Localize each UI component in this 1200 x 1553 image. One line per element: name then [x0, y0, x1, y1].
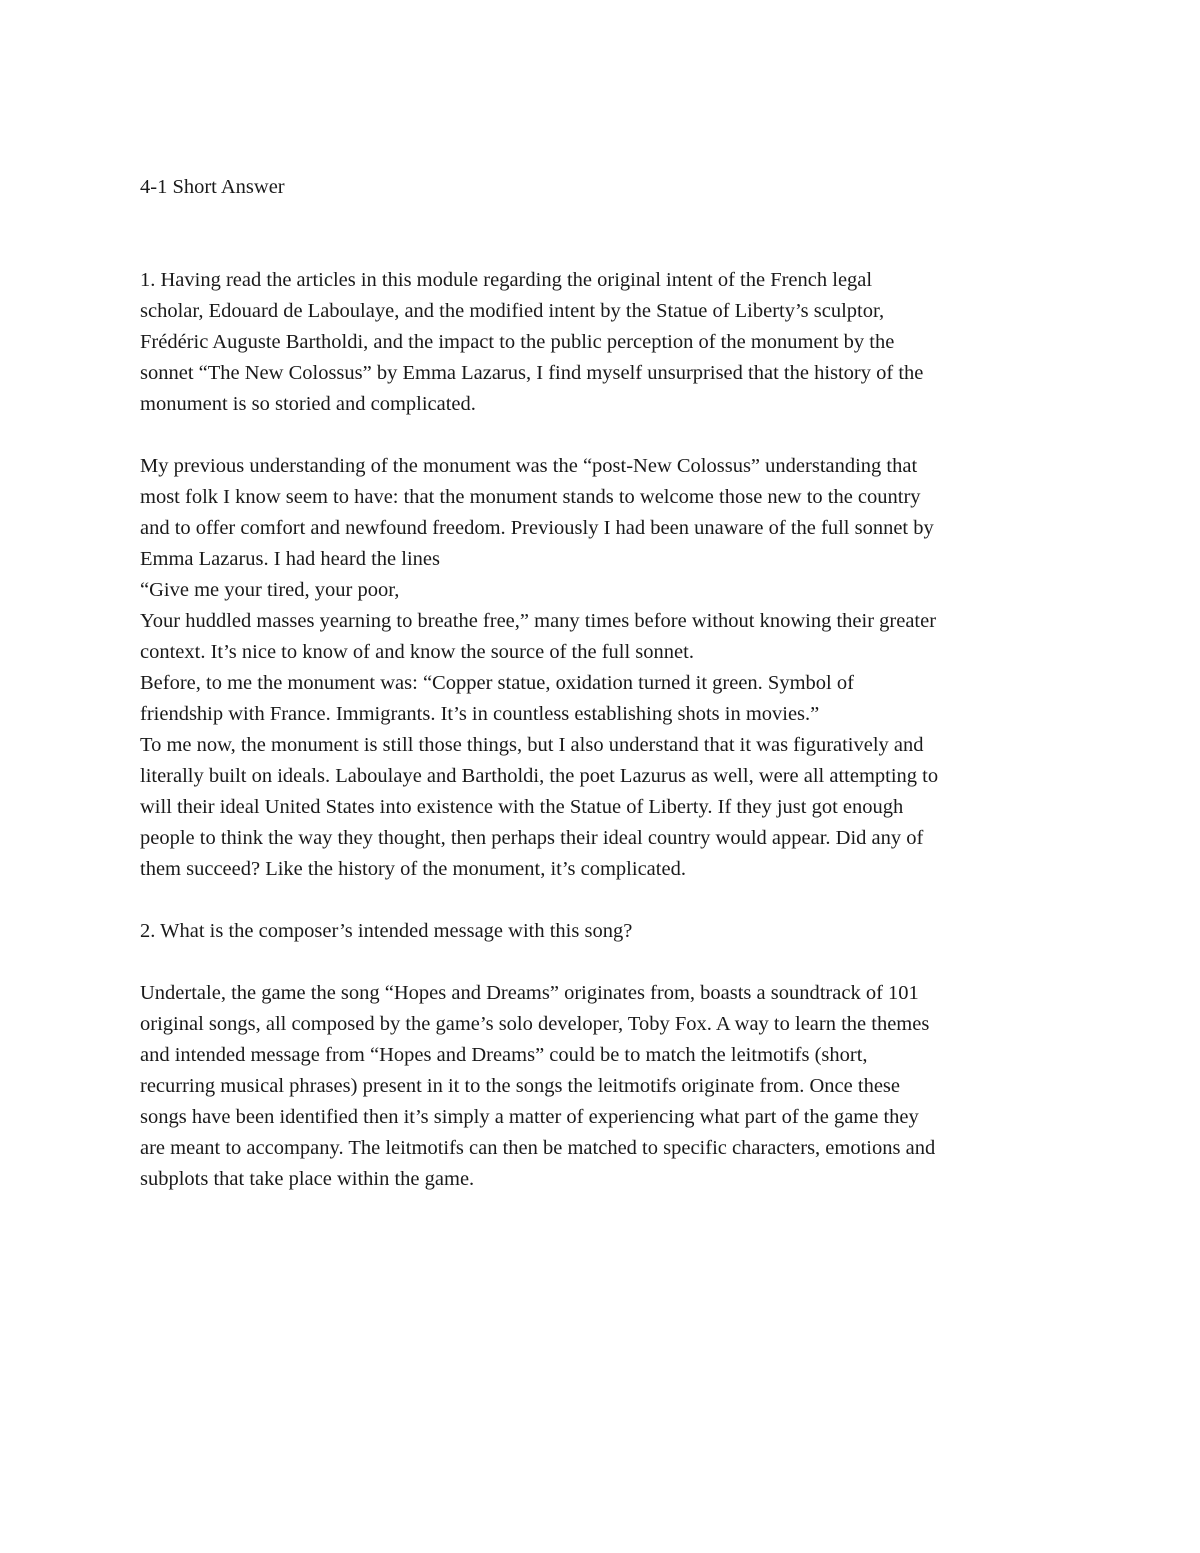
- text-line: literally built on ideals. Laboulaye and Bartholdi, the poet Lazurus as well, were all attempting to: [140, 765, 939, 787]
- text-line: Emma Lazarus. I had heard the lines: [140, 548, 440, 570]
- question-1-paragraph: [140, 265, 1070, 420]
- text-line: most folk I know seem to have: that the monument stands to welcome those new to the country: [140, 486, 921, 508]
- text-line: are meant to accompany. The leitmotifs can then be matched to specific characters, emotions and: [140, 1137, 936, 1159]
- text-line: and intended message from “Hopes and Dreams” could be to match the leitmotifs (short,: [140, 1044, 868, 1066]
- text-line: songs have been identified then it’s simply a matter of experiencing what part of the game they: [140, 1106, 919, 1128]
- text-line: Your huddled masses yearning to breathe free,” many times before without knowing their greater: [140, 610, 937, 632]
- document-page: [140, 172, 1070, 1195]
- answer-1-paragraph: [140, 451, 1070, 885]
- text-line: Frédéric Auguste Bartholdi, and the impact to the public perception of the monument by the: [140, 331, 895, 353]
- text-line: sonnet “The New Colossus” by Emma Lazarus, I find myself unsurprised that the history of the: [140, 362, 924, 384]
- answer-2-paragraph: [140, 978, 1070, 1195]
- question-2-paragraph: [140, 916, 1070, 947]
- text-line: context. It’s nice to know of and know the source of the full sonnet.: [140, 641, 694, 663]
- text-line: My previous understanding of the monument was the “post-New Colossus” understanding that: [140, 455, 918, 477]
- text-line: will their ideal United States into existence with the Statue of Liberty. If they just got enough: [140, 796, 904, 818]
- text-line: them succeed? Like the history of the monument, it’s complicated.: [140, 858, 686, 880]
- text-line: scholar, Edouard de Laboulaye, and the modified intent by the Statue of Liberty’s sculptor,: [140, 300, 885, 322]
- text-line: Undertale, the game the song “Hopes and Dreams” originates from, boasts a soundtrack of 101: [140, 982, 919, 1004]
- text-line: To me now, the monument is still those things, but I also understand that it was figuratively and: [140, 734, 924, 756]
- text-line: friendship with France. Immigrants. It’s in countless establishing shots in movies.”: [140, 703, 820, 725]
- text-line: “Give me your tired, your poor,: [140, 579, 400, 601]
- text-line: 1. Having read the articles in this module regarding the original intent of the French legal: [140, 269, 873, 291]
- text-line: monument is so storied and complicated.: [140, 393, 476, 415]
- document-title: 4-1 Short Answer: [140, 176, 285, 198]
- text-line: recurring musical phrases) present in it to the songs the leitmotifs originate from. Once these: [140, 1075, 901, 1097]
- paragraph-spacer: [140, 420, 1070, 451]
- text-line: people to think the way they thought, then perhaps their ideal country would appear. Did any of: [140, 827, 924, 849]
- text-line: Before, to me the monument was: “Copper statue, oxidation turned it green. Symbol of: [140, 672, 854, 694]
- text-line: subplots that take place within the game.: [140, 1168, 475, 1190]
- text-line: and to offer comfort and newfound freedom. Previously I had been unaware of the full sonnet by: [140, 517, 934, 539]
- text-line: 2. What is the composer’s intended message with this song?: [140, 920, 633, 942]
- paragraph-spacer: [140, 885, 1070, 916]
- paragraph-spacer: [140, 947, 1070, 978]
- text-line: original songs, all composed by the game’s solo developer, Toby Fox. A way to learn the themes: [140, 1013, 930, 1035]
